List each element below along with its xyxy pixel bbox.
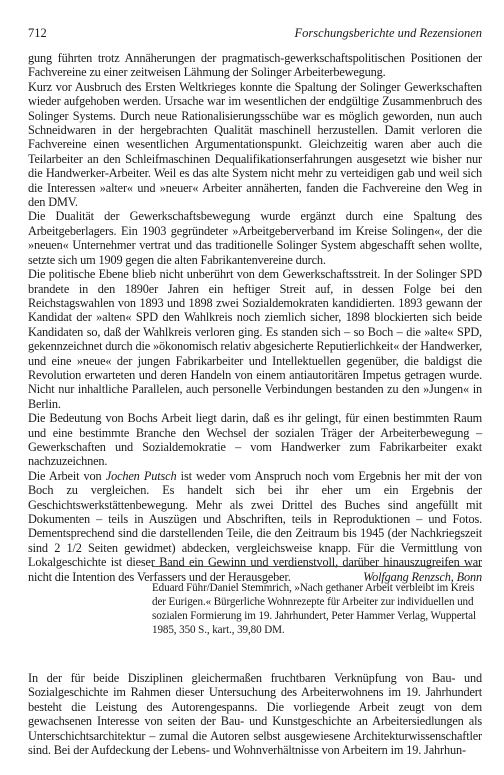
journal-section-title: Forschungsberichte und Rezensionen [294,26,482,40]
review-putsch-boch [28,51,482,584]
page-number: 712 [28,26,47,40]
bibliographic-entry [152,581,482,637]
review-fuehr-stemmrich [28,671,482,757]
paragraph: Die politische Ebene blieb nicht unberührt von dem Gewerkschaftsstreit. In der Solinger SPD brandete in den 1890er Jahren ein heftiger Streit auf, in dessen Folge bei den Reichstagswahlen von 1893 und 1898 zwei Sozialdemokraten kandidierten. 1893 gewann der Kandidat der »alten« SPD den Wahlkreis noch ziemlich sicher, 1898 blockierten sich beide Kandidaten so, daß der Wahlkreis verloren ging. Es standen sich – so Boch – die »alte« SPD, gekennzeichnet durch die »ökonomisch relativ abgesicherte Reputierlichkeit« der Handwerker, und eine »neue« der jungen Fabrikarbeiter und Intellektuellen gegenüber, die baldigst die Revolution erwarteten und deren Handeln von einem antiautoritären Impetus getragen wurde. Nicht nur inhaltliche Parallelen, auch personelle Verbindungen bestanden zu den »Jungen« in Berlin. [28,267,482,411]
paragraph: Kurz vor Ausbruch des Ersten Weltkrieges konnte die Spaltung der Solinger Gewerkschaften wieder aufgehoben werden. Ursache war im wesentlichen der endgültige Zusammenbruch des Solinger Systems. Durch neue Rationalisierungsschübe war es möglich geworden, nun auch Schneidwaren in der hergebrachten Qualität maschinell herzustellen. Damit verloren die Fachvereine einen wesentlichen Argumentationspunkt. Gleichzeitig waren aber auch die Teilarbeiter an den Schleifmaschinen Dequalifikationserfahrungen ausgesetzt wie bisher nur die Handwerker-Arbeiter. Weil es das alte System nicht mehr zu verteidigen gab und weil sich die Interessen »alter« und »neuer« Arbeiter annäherten, fanden die Fachvereine den Weg in den DMV. [28,79,482,210]
paragraph: In der für beide Disziplinen gleichermaßen fruchtbaren Verknüpfung von Bau- und Sozialgeschichte im Rahmen dieser Untersuchung des Arbeiterwohnens im 19. Jahrhundert besteht die Leistung des Autorengespanns. Die vorliegende Arbeit zeugt von dem gewachsenen Interesse von seiten der Bau- und Kunstgeschichte an Arbeitersiedlungen als Unterschichtsarchitektur – zumal die Autoren selbst ausgewiesene Architekturwissenschaftler sind. Bei der Aufdeckung der Lebens- und Wohnverhältnisse von Arbeitern im 19. Jahrhun- [28,671,482,758]
running-header [28,26,482,41]
citation: Eduard Führ/Daniel Stemmrich, »Nach gethaner Arbeit verbleibt im Kreis der Eurigen.« Bürgerliche Wohnrezepte für Arbeiter zur individuellen und sozialen Formierung im 19. Jahrhundert, Peter Hammer Verlag, Wuppertal 1985, 350 S., kart., 39,80 DM. [152,582,476,636]
paragraph: Die Dualität der Gewerkschaftsbewegung wurde ergänzt durch eine Spaltung des Arbeitgeberlagers. Ein 1903 gegründeter »Arbeitgeberverband im Kreise Solingen«, der die »neuen« Unternehmer vertrat und das traditionelle Solinger System abgeschafft sehen wollte, setzte sich um 1909 gegen die alten Fabrikantenvereine durch. [28,209,482,267]
paragraph-text: Die Arbeit von [28,468,106,483]
paragraph: Die Bedeutung von Bochs Arbeit liegt darin, daß es ihr gelingt, für einen bestimmten Raum und eine bestimmte Branche den Wechsel der sozialen Träger der Arbeiterbewegung – Gewerkschaften und Sozialdemokratie – vom Handwerker zum Fabrikarbeiter exakt nachzuzeichnen. [28,411,482,469]
reviewer-signature: Wolfgang Renzsch, Bonn [363,569,482,584]
author-name: Jochen Putsch [105,468,177,483]
paragraph: gung führten trotz Annäherungen der pragmatisch-gewerkschaftspolitischen Positionen der Fachvereine zu einer zeitweisen Lähmung der Solinger Arbeiterbewegung. [28,51,482,80]
paragraph-text: ist weder vom Anspruch noch vom Ergebnis her mit der von Boch zu vergleichen. Es handelt sich bei ihr eher um ein Ergebnis der Geschichtswerkstättenbewegung. Mehr als zwei Drittel des Buches sind angefüllt mit Dokumenten – teils in Auszügen und Abschriften, teils in Reproduktionen – und Fotos. Dementsprechend sind die darstellenden Teile, die den Zeitraum bis 1945 (der Nachkriegszeit sind 2 1/2 Seiten gewidmet) abdecken, vergleichsweise knapp. Für die Vermittlung von Lokalgeschichte ist dieser Band ein Gewinn und verdienstvoll, darüber hinauszugreifen war nicht die Intention des Verfassers und der Herausgeber. [28,468,482,584]
divider-rule [152,566,482,567]
